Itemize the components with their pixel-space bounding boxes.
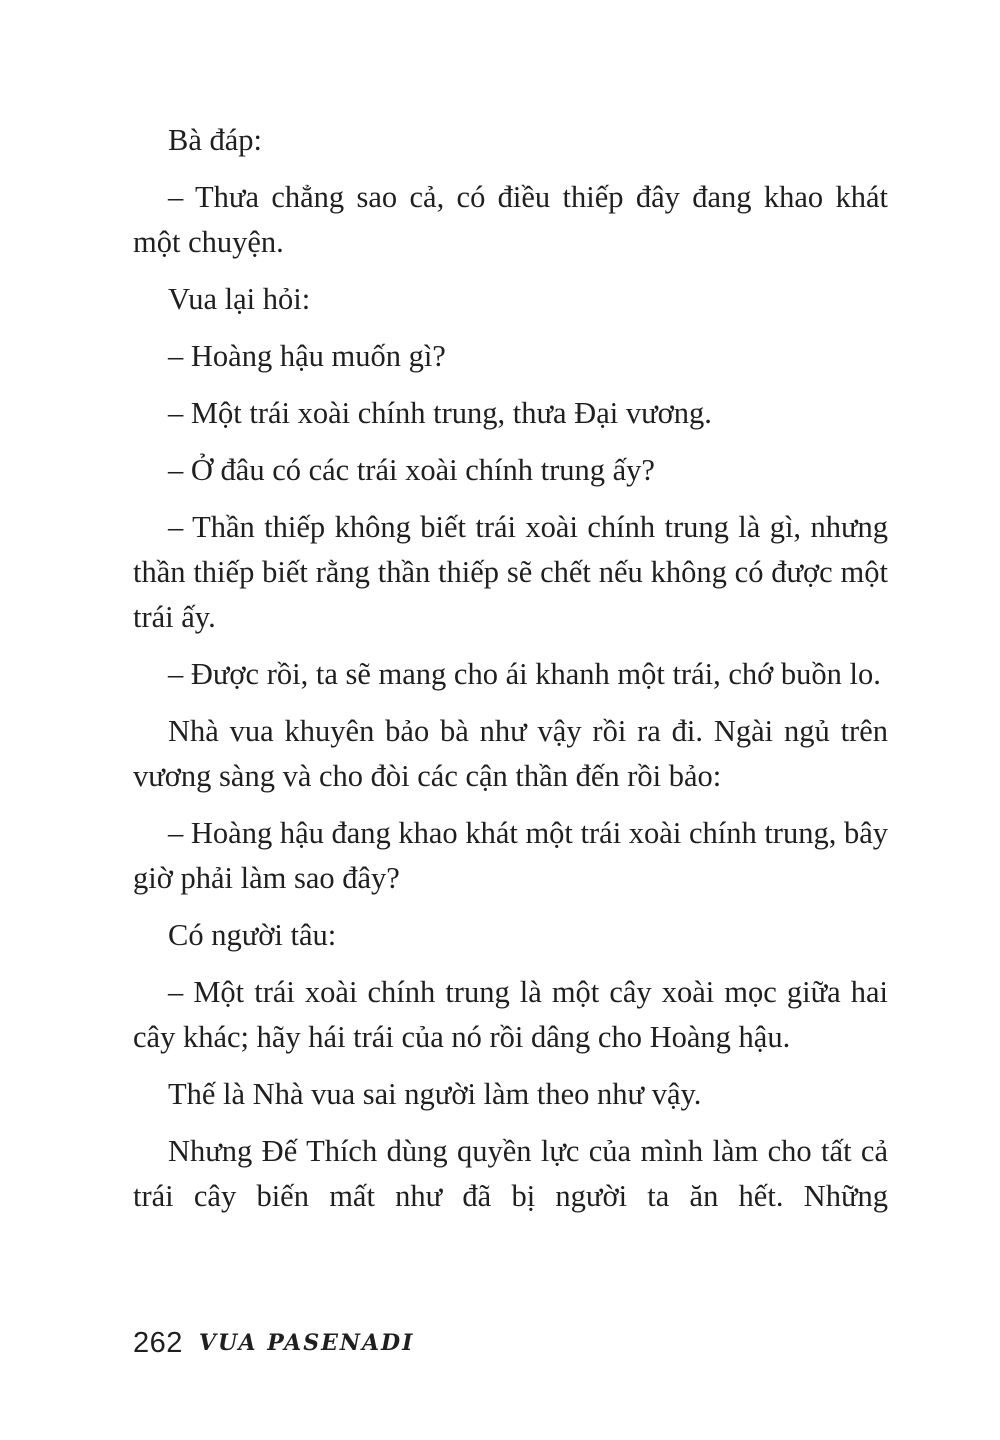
paragraph: – Hoàng hậu đang khao khát một trái xoài chính trung, bây giờ phải làm sao đây?	[133, 816, 888, 895]
running-title: VUA PASENADI	[198, 1330, 415, 1356]
paragraph: Nhà vua khuyên bảo bà như vậy rồi ra đi. Ngài ngủ trên vương sàng và cho đòi các cận thần đến rồi bảo:	[133, 714, 888, 793]
paragraph: – Một trái xoài chính trung là một cây xoài mọc giữa hai cây khác; hãy hái trái của nó rồi dâng cho Hoàng hậu.	[133, 975, 888, 1054]
paragraph: – Thần thiếp không biết trái xoài chính trung là gì, nhưng thần thiếp biết rằng thần thiếp sẽ chết nếu không có được một trái ấy.	[133, 510, 888, 634]
paragraph: Có người tâu:	[168, 918, 337, 952]
paragraph: – Thưa chẳng sao cả, có điều thiếp đây đang khao khát một chuyện.	[133, 180, 888, 259]
paragraph: Thế là Nhà vua sai người làm theo như vậy.	[168, 1077, 702, 1111]
paragraph: Bà đáp:	[168, 123, 263, 157]
paragraph: – Được rồi, ta sẽ mang cho ái khanh một trái, chớ buồn lo.	[168, 657, 881, 691]
paragraph: – Một trái xoài chính trung, thưa Đại vương.	[168, 396, 712, 430]
paragraph: Nhưng Đế Thích dùng quyền lực của mình làm cho tất cả trái cây biến mất như đã bị người ta ăn hết. Những	[133, 1134, 888, 1213]
page-number: 262	[133, 1326, 183, 1359]
paragraph: Vua lại hỏi:	[168, 282, 311, 316]
paragraph: – Ở đâu có các trái xoài chính trung ấy?	[168, 453, 655, 487]
page-footer	[133, 1318, 414, 1368]
paragraph: – Hoàng hậu muốn gì?	[168, 339, 446, 373]
page-body	[133, 118, 888, 1231]
